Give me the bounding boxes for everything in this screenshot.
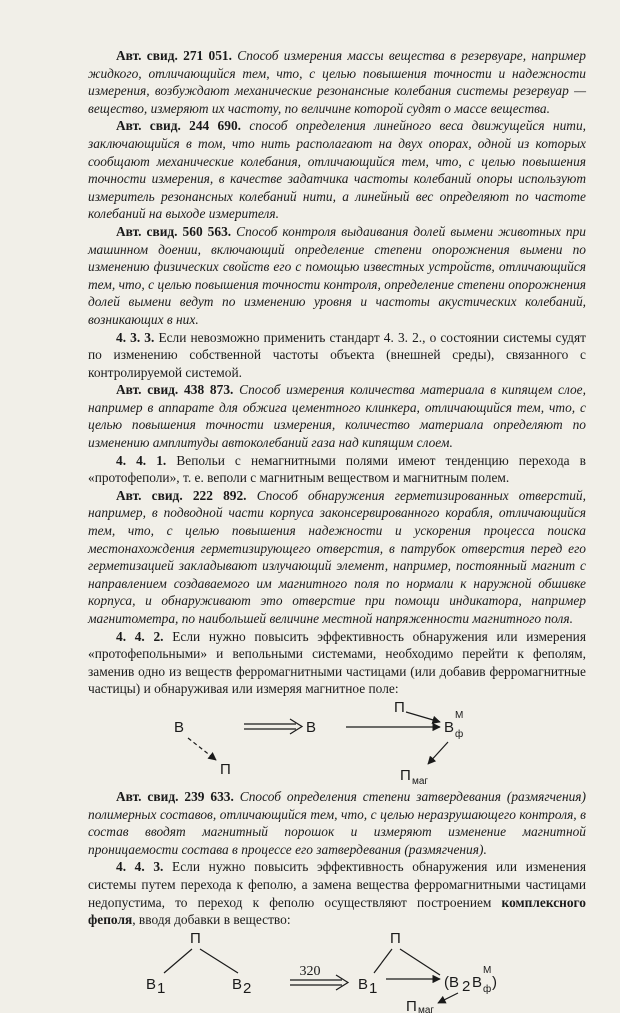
substance-b-phi: В <box>444 718 455 736</box>
patent-text: Способ определения степени затвердевания (размягчения) полимерных составов, отличающийся тем, что, с целью неразрушающего контроля, в состав вводят магнитный порошок и измеряют изменение магнитной проницаемости состава в процессе его затвердевания (размягчения). <box>88 788 586 857</box>
subscript-1-right: 1 <box>369 979 378 997</box>
patent-ref: Авт. свид. 244 690. <box>116 118 241 134</box>
paragraph-560563 <box>88 223 586 329</box>
section-text: Если нужно повысить эффективность обнаружения или измерения «протофепольными» и вепольными системами, необходимо перейти к феполям, заменив одно из веществ ферромагнитными частицами (или добавив ферромагнитные частицы) и обнаруживая или измеряя магнитное поле: <box>88 628 587 697</box>
substance-b1-left: В <box>146 975 157 993</box>
complex-subscript-2: 2 <box>462 977 471 995</box>
complex-open: (В <box>444 973 459 991</box>
section-text: Вепольи с немагнитными полями имеют тенденцию перехода в «протофеполи», т. е. веполи с магнитным веществом и магнитным полем. <box>88 452 586 486</box>
field-p-mag: П <box>406 997 417 1013</box>
section-text-before: Если нужно повысить эффективность обнаружения или изменения системы путем перехода к феполю, а замена вещества ферромагнитными частицами недопустима, то переход к феполю осуществляют построением <box>88 859 586 910</box>
paragraph-239633 <box>88 788 586 858</box>
keyword-complex-fepol: комплексного феполя <box>88 894 586 928</box>
complex-close: ) <box>492 973 497 991</box>
field-p-top-left: П <box>190 929 201 947</box>
superscript-m: М <box>455 709 464 721</box>
section-number: 4. 4. 2. <box>116 628 164 644</box>
paragraph-271051 <box>88 47 586 117</box>
patent-ref: Авт. свид. 239 633. <box>116 788 234 804</box>
patent-text: Способ обнаружения герметизированных отверстий, например, в подводной части корпуса законсервированного корабля, отличающийся тем, что, с целью повышения надежности и ускорения процесса поиска местонахождения герметизирующего отверстия, в патрубок отверстия перед его герметизацией закладывают излучающий элемент, например, постоянный магнит с направлением создаваемого им магнитного поля по нормали к наружной обшивке корпуса, и обнаруживают это отверстие при помощи индикатора, например магнитометра, по наибольшей величине местной напряженности магнитного поля. <box>88 487 586 626</box>
fepol-diagram-1 <box>88 698 586 788</box>
section-number: 4. 4. 3. <box>116 859 164 875</box>
subscript-2-left: 2 <box>243 979 252 997</box>
subscript-mag: маг <box>412 775 429 787</box>
patent-ref: Авт. свид. 438 873. <box>116 382 234 398</box>
substance-b2-left: В <box>232 975 243 993</box>
page-number: 320 <box>299 964 321 979</box>
substance-b-mid: В <box>306 718 317 736</box>
paragraph-438873 <box>88 381 586 451</box>
complex-subscript-phi: ф <box>483 983 492 995</box>
section-text-after: , вводя добавки в вещество: <box>132 912 291 928</box>
transition-arrow-head <box>290 719 302 734</box>
fepol-diagram-1-svg <box>88 698 586 788</box>
dashed-arrow <box>188 738 216 760</box>
patent-ref: Авт. свид. 222 892. <box>116 487 247 503</box>
patent-text: Способ измерения массы вещества в резервуаре, например жидкого, отличающийся тем, что, с целью повышения точности и надежности измерения, возбуждают механические резонансные колебания системы резервуар — вещество, измеряют их частоту, по величине которой судят о массе вещества. <box>88 48 586 116</box>
field-p-mag: П <box>400 766 411 784</box>
paragraph-4-4-2 <box>88 628 586 698</box>
subscript-phi: ф <box>455 728 464 740</box>
substance-b1-right: В <box>358 975 369 993</box>
page-text <box>88 47 586 1013</box>
complex-substance-b: В <box>472 973 483 991</box>
subscript-1-left: 1 <box>157 979 166 997</box>
subscript-mag: маг <box>418 1004 435 1013</box>
paragraph-222892 <box>88 487 586 628</box>
section-text: Если невозможно применить стандарт 4. 3. 2., о состоянии системы судят по изменению собственной частоты объекта (внешней среды), связанного с контролируемой системой. <box>88 329 586 380</box>
paragraph-4-4-3 <box>88 858 586 928</box>
section-number: 4. 4. 1. <box>116 452 167 468</box>
field-p-lower: П <box>220 760 231 778</box>
patent-text: Способ контроля выдаивания долей вымени животных при машинном доении, включающий определение степени опорожнения вымени по изменению физических свойств его с помощью известных устройств, отличающийся тем, что, с целью повышения точности контроля, определение степени опорожнения долей вымени ведут по изменению уровня и частоты акустических колебаний, возникающих в них. <box>88 223 587 327</box>
patent-ref: Авт. свид. 271 051. <box>116 48 232 63</box>
paragraph-4-4-1 <box>88 452 586 487</box>
magnetic-field-arrow <box>428 742 448 764</box>
patent-ref: Авт. свид. 560 563. <box>116 223 232 239</box>
field-p-top: П <box>394 698 405 716</box>
patent-text: способ определения линейного веса движущейся нити, заключающийся в том, что нить располагают на двух опорах, одной из которых сообщают механические колебания, отличающийся тем, что, с целью повышения точности измерения, в качестве задатчика частоты колебаний опоры используют измеритель резонансных колебаний нити, а линейный вес определяют по частоте колебаний на выходе измерителя. <box>88 118 586 222</box>
field-p-top-right: П <box>390 929 401 947</box>
complex-superscript-m: М <box>483 964 492 976</box>
magnetic-field-arrow <box>438 993 458 1003</box>
paragraph-244690 <box>88 117 586 223</box>
section-number: 4. 3. 3. <box>116 329 155 345</box>
paragraph-4-3-3 <box>88 329 586 382</box>
patent-text: Способ измерения количества материала в кипящем слое, например в аппарате для обжига цементного клинкера, отличающийся тем, что, с целью повышения точности измерения, количество материала определяют по изменению амплитуды автоколебаний газа над кипящим слоем. <box>88 382 586 451</box>
field-arrow-diagonal <box>406 712 440 722</box>
substance-b-left: В <box>174 718 185 736</box>
